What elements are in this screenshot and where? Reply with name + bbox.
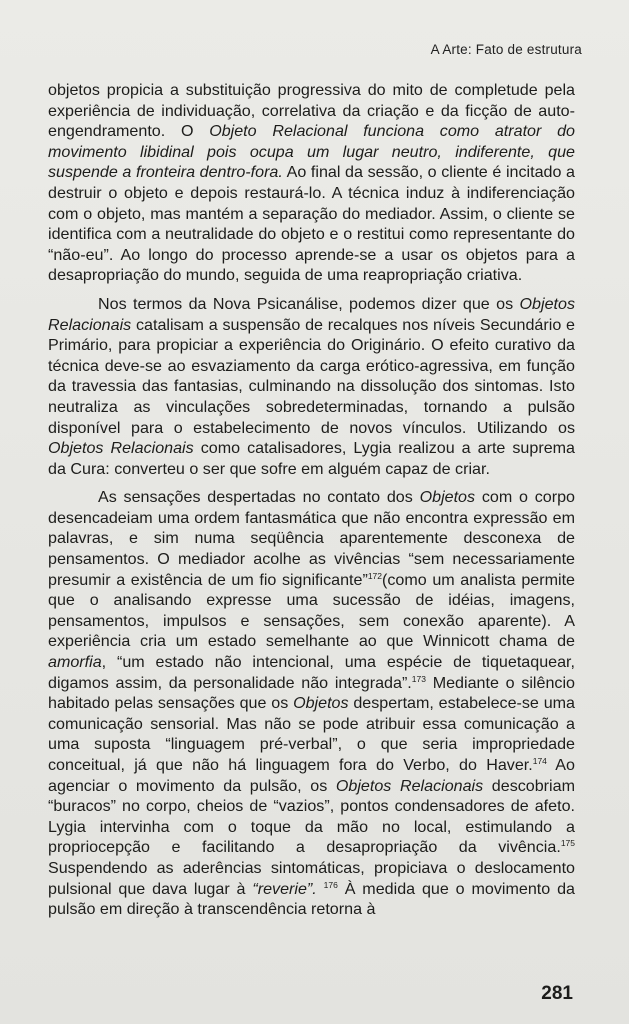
italic-span: “reverie”. [252,879,317,898]
italic-span: Objetos Relacionais [48,439,194,458]
text-span: com o corpo desencadeiam uma ordem fantasmática que não encontra expressão em palavras, e sim numa seqüência aparentemente desconexa de pensamentos. O mediador acolhe as vivências “sem necessariamente presumir a existência de um fio significante” [48,488,575,589]
text-span: Ao agenciar o movimento da pulsão, os [48,756,575,795]
footnote-ref: 173 [411,673,426,684]
paragraph [48,294,575,479]
text-span: , “um estado não intencional, uma espécie de tiquetaquear, digamos assim, da personalidade não integrada”. [48,653,575,692]
italic-span: Objetos [293,694,349,713]
italic-span: amorfia [48,653,102,672]
footnote-ref: 176 [323,879,338,890]
text-span: Mediante o silêncio habitado pelas sensações que os [48,673,575,713]
italic-span: Objetos [419,488,476,507]
footnote-ref: 172 [367,570,383,581]
italic-span: Objetos Relacionais [335,776,484,795]
text-span: (como um analista permite que o analisando expresse uma sucessão de idéias, imagens, pensamentos, impulsos e sensações, sem conexão aparente). A experiência cria um estado semelhante ao que Winnicott chama de [48,570,576,651]
text-span: despertam, estabelece-se uma comunicação sensorial. Mas não se pode atribuir essa comunicação a uma suposta “linguagem pré-verbal”, o que seria impropriedade conceitual, já que não há linguagem fora do Verbo, do Haver. [48,694,575,774]
text-span: Suspendendo as aderências sintomáticas, propiciava o deslocamento pulsional que dava lugar à [48,858,575,898]
text-span: como catalisadores, Lygia realizou a arte suprema da Cura: converteu o ser que sofre em alguém capaz de criar. [48,439,575,478]
page-number: 281 [541,983,573,1004]
text-span: Ao final da sessão, o cliente é incitado a destruir o objeto e depois restaurá-lo. A técnica induz à indiferenciação com o objeto, mas mantém a separação do mediador. Assim, o cliente se identifica com a neutralidade do objeto e o restitui como representante do “não-eu”. Ao longo do processo aprende-se a usar os objetos para a desapropriação do mundo, seguida de uma reapropriação criativa. [48,163,575,285]
paragraph [48,80,575,286]
italic-span: Objeto Relacional funciona como atrator do movimento libidinal pois ocupa um lugar neutro, indiferente, que suspende a fronteira dentro-fora. [48,122,575,182]
text-span: descobriam “buracos” no corpo, cheios de “vazios”, pontos condensadores de afeto. Lygia intervinha com o toque da mão no local, estimulando a propriocepção e facilitando a desapropriação da vivência. [48,776,575,857]
footnote-ref: 175 [560,838,575,849]
text-span: As sensações despertadas no contato dos [98,488,420,507]
body-text [48,80,575,928]
text-span [317,880,324,898]
running-header: A Arte: Fato de estrutura [430,42,582,57]
text-span: objetos propicia a substituição progressiva do mito de completude pela experiência de individuação, correlativa da criação e da ficção de auto-engendramento. O [48,81,575,141]
text-span: catalisam a suspensão de recalques nos níveis Secundário e Primário, para propiciar a experiência do Originário. O efeito curativo da técnica deve-se ao esvaziamento da carga erótico-agressiva, em função da travessia das fantasias, culminando na dissolução dos sintomas. Isto neutraliza as vinculações sobredeterminadas, tornando a pulsão disponível para o estabelecimento de novos vínculos. Utilizando os [48,315,575,437]
text-span: À medida que o movimento da pulsão em direção à transcendência retorna à [48,879,575,919]
paragraph [48,487,575,919]
footnote-ref: 174 [532,756,547,766]
text-span: Nos termos da Nova Psicanálise, podemos dizer que os [98,294,520,313]
italic-span: Objetos Relacionais [48,294,575,334]
